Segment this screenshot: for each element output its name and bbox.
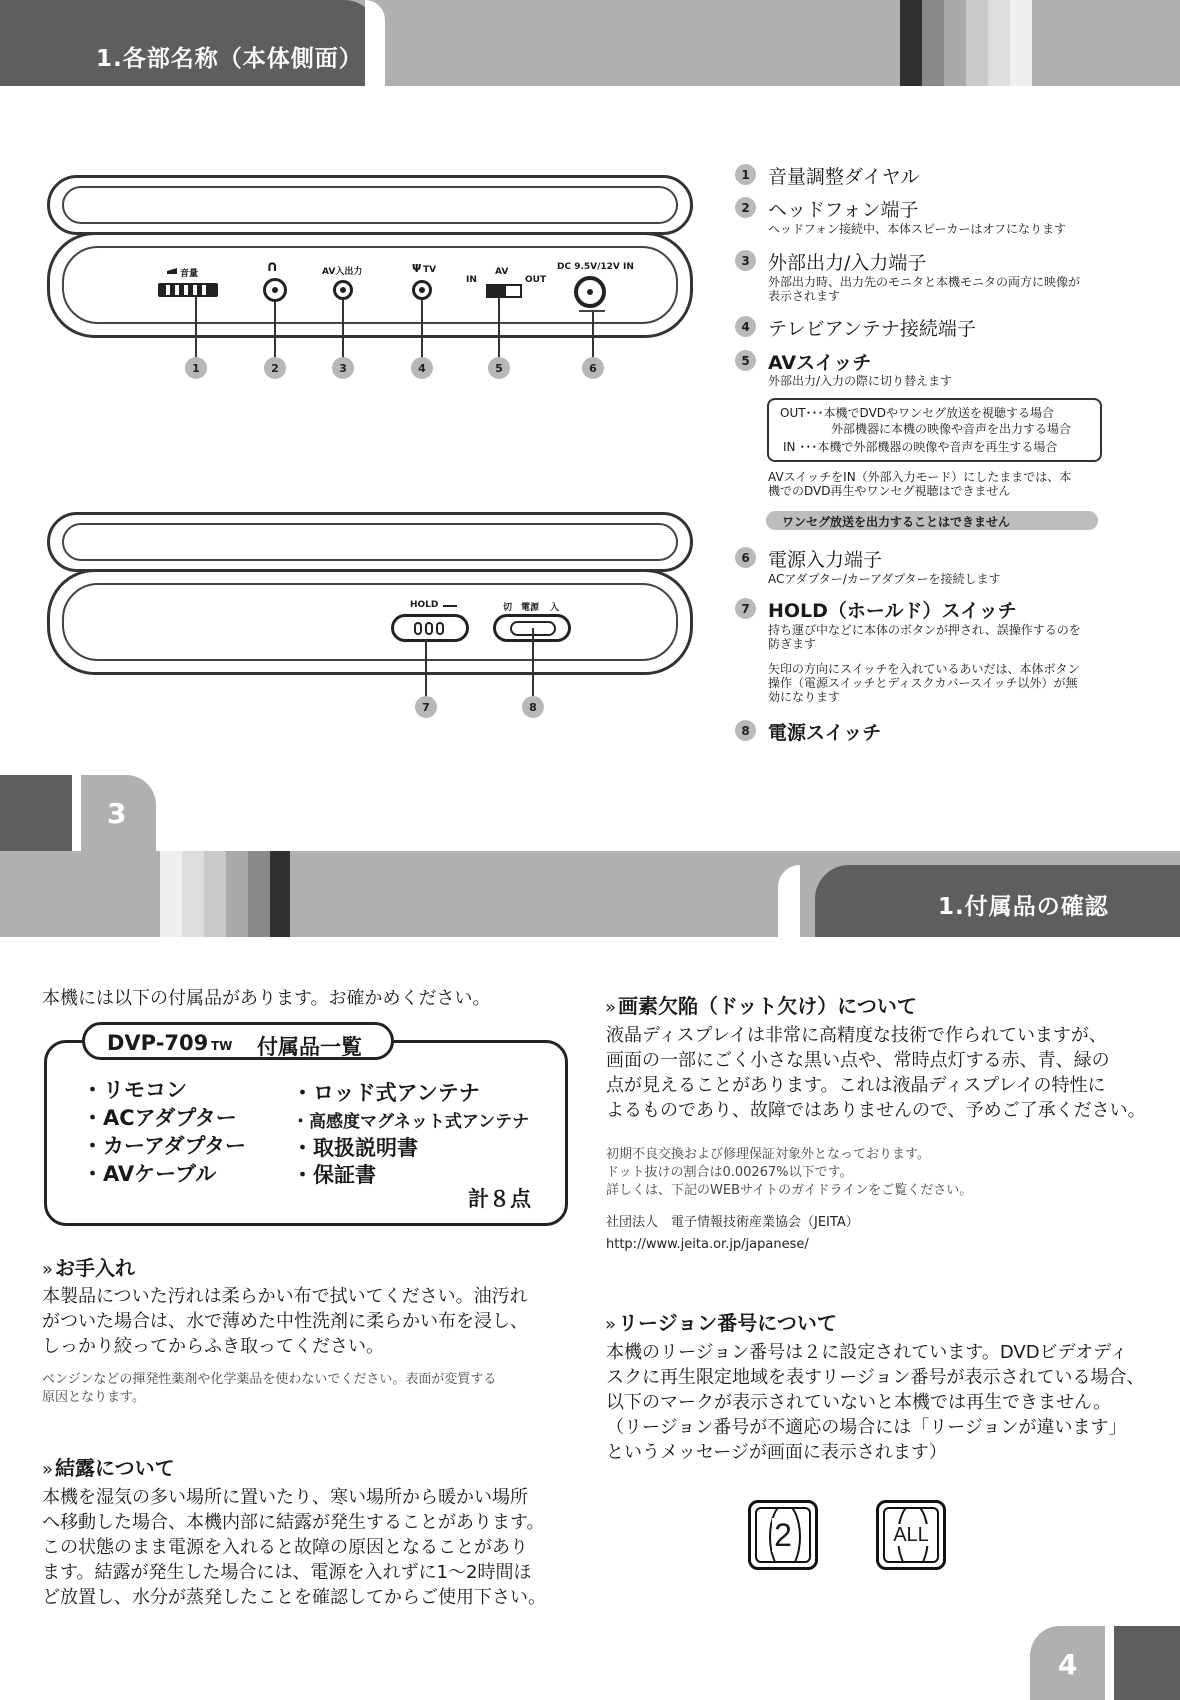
callout-number: 6 bbox=[582, 357, 604, 379]
callout-line-1 bbox=[195, 297, 197, 359]
legend-title: 音量調整ダイヤル bbox=[768, 166, 920, 188]
accessories-model-suffix: TW bbox=[211, 1039, 233, 1053]
callout-number: 3 bbox=[332, 357, 354, 379]
legend-title: 電源入力端子 bbox=[768, 549, 883, 571]
legend-desc: 防ぎます bbox=[768, 637, 817, 651]
legend-title: AVスイッチ bbox=[768, 352, 872, 374]
condensation-body: ど放置し、水分が蒸発したことを確認してからご使用下さい。 bbox=[42, 1587, 546, 1608]
av-io-jack[interactable] bbox=[333, 280, 353, 300]
legend-desc: ヘッドフォン接続中、本体スピーカーはオフになります bbox=[768, 222, 1066, 236]
hold-note: 操作（電源スイッチとディスクカバースイッチ以外）が無 bbox=[768, 676, 1078, 690]
region-body: スクに再生限定地域を表すリージョン番号が表示されている場合、 bbox=[606, 1367, 1145, 1388]
accessory-item: ・取扱説明書 bbox=[292, 1136, 418, 1160]
power-label: 電源 bbox=[521, 603, 540, 613]
section-marker-icon: » bbox=[42, 1259, 54, 1280]
callout-number: 5 bbox=[488, 357, 510, 379]
pixel-note: ドット抜けの割合は0.00267%以下です。 bbox=[606, 1165, 853, 1180]
header-stripe bbox=[160, 851, 182, 937]
care-body: がついた場合は、水で薄めた中性洗剤に柔らかい布を浸し、 bbox=[42, 1311, 528, 1332]
accessory-item: ・AVケーブル bbox=[82, 1162, 217, 1186]
page-title: 1.各部名称（本体側面） bbox=[96, 46, 363, 72]
hold-label: HOLD bbox=[410, 600, 439, 610]
legend-number: 3 bbox=[735, 250, 756, 271]
condensation-body: 本機を湿気の多い場所に置いたり、寒い場所から暖かい場所 bbox=[42, 1487, 528, 1508]
legend-title: 電源スイッチ bbox=[768, 722, 882, 744]
header-stripe bbox=[182, 851, 204, 937]
legend-desc: 表示されます bbox=[768, 289, 841, 303]
region-heading: » リージョン番号について bbox=[605, 1311, 837, 1335]
av-out-line: OUT･･･本機でDVDやワンセグ放送を視聴する場合 bbox=[780, 406, 1055, 420]
header-divider bbox=[365, 0, 385, 86]
legend-number: 8 bbox=[735, 720, 756, 741]
section-marker-icon: » bbox=[605, 1314, 617, 1335]
care-note: 原因となります。 bbox=[42, 1390, 145, 1405]
device-top-groove bbox=[62, 186, 678, 224]
headphone-icon: ∩ bbox=[266, 257, 279, 275]
legend-number: 6 bbox=[735, 547, 756, 568]
section-marker-icon: » bbox=[605, 997, 617, 1018]
legend-desc: 外部出力/入力の際に切り替えます bbox=[768, 374, 953, 388]
legend-title: 外部出力/入力端子 bbox=[768, 252, 927, 274]
legend-number: 2 bbox=[735, 197, 756, 218]
av-switch[interactable] bbox=[486, 284, 522, 298]
page-number: 3 bbox=[107, 797, 127, 830]
pixel-heading: » 画素欠陥（ドット欠け）について bbox=[605, 994, 917, 1018]
accessory-item: ・ロッド式アンテナ bbox=[292, 1081, 480, 1105]
legend-number: 4 bbox=[735, 316, 756, 337]
header-stripe bbox=[1010, 0, 1032, 86]
av-note: 機でのDVD再生やワンセグ視聴はできません bbox=[768, 484, 1011, 498]
accessory-item: ・カーアダプター bbox=[82, 1134, 247, 1158]
condensation-body: この状態のまま電源を入れると故障の原因となることがあり bbox=[42, 1537, 528, 1558]
header-stripe bbox=[226, 851, 248, 937]
hold-arrow-icon bbox=[443, 605, 457, 607]
dc-power-jack[interactable] bbox=[574, 276, 606, 308]
header-stripe bbox=[900, 0, 922, 86]
header-stripe bbox=[944, 0, 966, 86]
legend-desc: 持ち運び中などに本体のボタンが押され、誤操作するのを bbox=[768, 623, 1081, 637]
hold-switch[interactable] bbox=[391, 614, 469, 642]
callout-number: 8 bbox=[522, 696, 544, 718]
condensation-body: へ移動した場合、本機内部に結露が発生することがあります。 bbox=[42, 1512, 545, 1533]
tv-label: TV bbox=[423, 265, 437, 275]
av-switch-av-label: AV bbox=[495, 267, 509, 277]
accessories-box-title bbox=[82, 1022, 394, 1060]
callout-line-4 bbox=[421, 300, 423, 359]
accessory-item: ・高感度マグネット式アンテナ bbox=[292, 1112, 530, 1132]
legend-title: テレビアンテナ接続端子 bbox=[768, 318, 976, 340]
header-divider bbox=[778, 865, 800, 937]
region-body: （リージョン番号が不適応の場合には「リージョンが違います」 bbox=[606, 1417, 1127, 1438]
pixel-body: よるものであり、故障ではありませんので、予めご了承ください。 bbox=[606, 1100, 1146, 1121]
region-mark-2-icon: 2 bbox=[748, 1500, 818, 1570]
pixel-body: 点が見えることがあります。これは液晶ディスプレイの特性に bbox=[606, 1075, 1106, 1096]
callout-line-6 bbox=[592, 312, 594, 359]
callout-line-2 bbox=[274, 302, 276, 359]
legend-title: ヘッドフォン端子 bbox=[768, 199, 919, 221]
legend-number: 1 bbox=[735, 164, 756, 185]
accessory-item: ・ACアダプター bbox=[82, 1106, 237, 1130]
callout-line-3 bbox=[342, 300, 344, 359]
pixel-body: 画面の一部にごく小さな黒い点や、常時点灯する赤、青、緑の bbox=[606, 1050, 1110, 1071]
jeita-org: 社団法人 電子情報技術産業協会（JEITA） bbox=[606, 1215, 859, 1230]
condensation-heading: » 結露について bbox=[42, 1456, 175, 1480]
care-body: 本製品についた汚れは柔らかい布で拭いてください。油汚れ bbox=[42, 1286, 528, 1307]
power-on-label: 入 bbox=[550, 603, 560, 613]
header-stripe bbox=[988, 0, 1010, 86]
section-title: 1.付属品の確認 bbox=[938, 894, 1109, 920]
accessories-total: 計８点 bbox=[468, 1187, 531, 1211]
power-off-label: 切 bbox=[503, 603, 513, 613]
section-marker-icon: » bbox=[42, 1459, 54, 1480]
header-stripe bbox=[248, 851, 270, 937]
device-bottom-groove bbox=[62, 523, 678, 561]
accessories-intro: 本機には以下の付属品があります。お確かめください。 bbox=[42, 988, 491, 1009]
callout-line-7 bbox=[425, 640, 427, 702]
antenna-icon: Ψ bbox=[412, 262, 422, 275]
header-stripe bbox=[922, 0, 944, 86]
av-switch-info-box bbox=[767, 398, 1102, 462]
page-tab-dark bbox=[0, 775, 72, 851]
callout-number: 1 bbox=[185, 357, 207, 379]
pixel-note: 初期不良交換および修理保証対象外となっております。 bbox=[606, 1147, 930, 1162]
region-mark-all-icon: ALL bbox=[876, 1500, 946, 1570]
care-body: しっかり絞ってからふき取ってください。 bbox=[42, 1336, 384, 1357]
av-io-label: AV入出力 bbox=[322, 267, 363, 277]
volume-dial[interactable] bbox=[158, 283, 218, 297]
device-front-inset bbox=[62, 583, 678, 661]
accessories-model: DVP-709 bbox=[107, 1031, 209, 1055]
hold-note: 矢印の方向にスイッチを入れているあいだは、本体ボタン bbox=[768, 662, 1080, 676]
page-tab-dark bbox=[1114, 1626, 1180, 1700]
care-heading: » お手入れ bbox=[42, 1256, 136, 1280]
header-stripe bbox=[966, 0, 988, 86]
hold-note: 効になります bbox=[768, 690, 841, 704]
callout-number: 2 bbox=[264, 357, 286, 379]
legend-desc: ACアダプター/カーアダプターを接続します bbox=[768, 572, 1001, 586]
volume-label: 音量 bbox=[180, 269, 199, 279]
header-stripe bbox=[204, 851, 226, 937]
legend-number: 7 bbox=[735, 598, 756, 619]
callout-number: 7 bbox=[415, 696, 437, 718]
av-warning-badge bbox=[766, 511, 1098, 530]
av-switch-out-label: OUT bbox=[525, 275, 547, 285]
legend-title: HOLD（ホールド）スイッチ bbox=[768, 600, 1017, 622]
care-note: ベンジンなどの揮発性薬剤や化学薬品を使わないでください。表面が変質する bbox=[42, 1372, 497, 1387]
callout-line-8 bbox=[532, 628, 534, 702]
region-body: 以下のマークが表示されていないと本機では再生できません。 bbox=[606, 1392, 1112, 1413]
accessory-item: ・リモコン bbox=[82, 1078, 187, 1102]
condensation-body: ます。結露が発生した場合には、電源を入れずに1～2時間ほ bbox=[42, 1562, 532, 1583]
region-body: 本機のリージョン番号は２に設定されています。DVDビデオディ bbox=[606, 1342, 1128, 1363]
tv-antenna-jack[interactable] bbox=[412, 280, 432, 300]
page-number: 4 bbox=[1058, 1648, 1078, 1681]
headphone-jack[interactable] bbox=[263, 278, 287, 302]
av-switch-in-label: IN bbox=[466, 275, 477, 285]
av-warning-text: ワンセグ放送を出力することはできません bbox=[782, 515, 1011, 529]
callout-line-5 bbox=[498, 298, 500, 359]
callout-number: 4 bbox=[411, 357, 433, 379]
pixel-note: 詳しくは、下記のWEBサイトのガイドラインをご覧ください。 bbox=[606, 1183, 973, 1198]
legend-number: 5 bbox=[735, 350, 756, 371]
accessories-list-title: 付属品一覧 bbox=[257, 1035, 362, 1059]
pixel-body: 液晶ディスプレイは非常に高精度な技術で作られていますが、 bbox=[606, 1025, 1107, 1046]
av-out-line: 外部機器に本機の映像や音声を出力する場合 bbox=[831, 422, 1072, 436]
av-in-line: IN ･･･本機で外部機器の映像や音声を再生する場合 bbox=[783, 440, 1058, 454]
accessory-item: ・保証書 bbox=[292, 1163, 376, 1187]
dc-in-label: DC 9.5V/12V IN bbox=[557, 262, 634, 272]
legend-desc: 外部出力時、出力先のモニタと本機モニタの両方に映像が bbox=[768, 275, 1081, 289]
jeita-url[interactable]: http://www.jeita.or.jp/japanese/ bbox=[606, 1237, 809, 1252]
region-body: というメッセージが画面に表示されます） bbox=[606, 1442, 947, 1463]
header-stripe bbox=[270, 851, 290, 937]
av-note: AVスイッチをIN（外部入力モード）にしたままでは、本 bbox=[768, 470, 1072, 484]
